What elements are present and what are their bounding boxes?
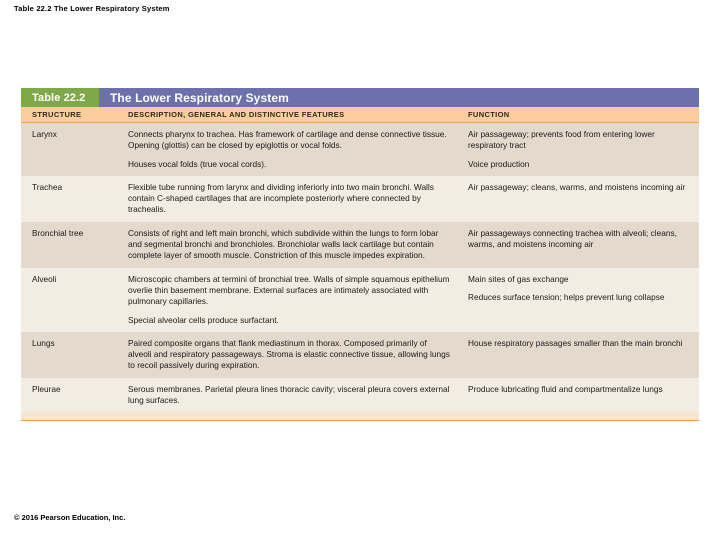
cell-description	[123, 268, 463, 332]
cell-function	[463, 176, 699, 222]
description-paragraph: Special alveolar cells produce surfactant.	[128, 314, 279, 325]
description-paragraph: Consists of right and left main bronchi, which subdivide within the lungs to form lobar and segmental bronchi and bronchioles. Bronchiolar walls lack cartilage but contain complete layer of smooth muscle. Constriction of this muscle impedes expiration.	[128, 227, 439, 261]
table-title: The Lower Respiratory System	[99, 88, 699, 107]
cell-function	[463, 332, 699, 378]
cell-description	[123, 332, 463, 378]
cell-structure: Trachea	[32, 181, 63, 192]
function-paragraph: House respiratory passages smaller than the main bronchi	[468, 337, 683, 348]
function-paragraph: Air passageways connecting trachea with alveoli; cleans, warms, and moistens incoming air	[468, 227, 677, 250]
description-paragraph: Connects pharynx to trachea. Has framework of cartilage and dense connective tissue. Opening (glottis) can be closed by epiglottis or vocal folds.	[128, 129, 447, 151]
cell-description	[123, 378, 463, 413]
cell-description	[123, 123, 463, 176]
table-bottom-rule	[21, 412, 699, 421]
cell-structure: Alveoli	[32, 273, 57, 284]
description-paragraph: Flexible tube running from larynx and dividing inferiorly into two main bronchi. Walls contain C-shaped cartilages that are incomplete posteriorly where connected by trachealis.	[128, 181, 434, 215]
table-title-bar	[21, 88, 699, 107]
function-paragraph: Air passageway; cleans, warms, and moistens incoming air	[468, 181, 686, 192]
function-paragraph: Produce lubricating fluid and compartmentalize lungs	[468, 383, 663, 394]
description-paragraph: Serous membranes. Parietal pleura lines thoracic cavity; visceral pleura covers external lung surfaces.	[128, 383, 450, 406]
function-paragraph: Voice production	[468, 158, 530, 169]
cell-structure: Lungs	[32, 337, 55, 348]
cell-structure: Bronchial tree	[32, 227, 84, 238]
description-paragraph: Microscopic chambers at termini of bronchial tree. Walls of simple squamous epithelium overlie thin basement membrane. External surfaces are intimately associated with pulmonary capillaries.	[128, 273, 450, 307]
table-row	[21, 268, 699, 332]
table-body	[21, 123, 699, 412]
table-row	[21, 176, 699, 222]
cell-structure: Pleurae	[32, 383, 61, 394]
function-paragraph: Air passageway; prevents food from entering lower respiratory tract	[468, 129, 655, 151]
copyright-footer: © 2016 Pearson Education, Inc.	[14, 513, 126, 522]
lower-respiratory-system-table	[21, 88, 699, 421]
function-paragraph: Main sites of gas exchange	[468, 273, 569, 284]
table-row	[21, 332, 699, 378]
function-paragraph: Reduces surface tension; helps prevent lung collapse	[468, 291, 665, 302]
cell-function	[463, 268, 699, 332]
table-row	[21, 378, 699, 413]
cell-description	[123, 222, 463, 268]
table-column-headers	[21, 107, 699, 123]
table-row	[21, 123, 699, 176]
cell-structure: Larynx	[32, 129, 57, 139]
column-header-function: FUNCTION	[468, 110, 510, 119]
column-header-structure: STRUCTURE	[32, 110, 82, 119]
cell-function	[463, 222, 699, 268]
table-row	[21, 222, 699, 268]
description-paragraph: Paired composite organs that flank mediastinum in thorax. Composed primarily of alveoli and respiratory passageways. Stroma is elastic connective tissue, allowing lungs to recoil passively during expiration.	[128, 337, 450, 371]
cell-function	[463, 123, 699, 176]
description-paragraph: Houses vocal folds (true vocal cords).	[128, 158, 267, 169]
cell-description	[123, 176, 463, 222]
column-header-description: DESCRIPTION, GENERAL AND DISTINCTIVE FEATURES	[128, 110, 345, 119]
cell-function	[463, 378, 699, 413]
table-number-tag: Table 22.2	[21, 88, 99, 107]
slide-title: Table 22.2 The Lower Respiratory System	[14, 4, 170, 13]
